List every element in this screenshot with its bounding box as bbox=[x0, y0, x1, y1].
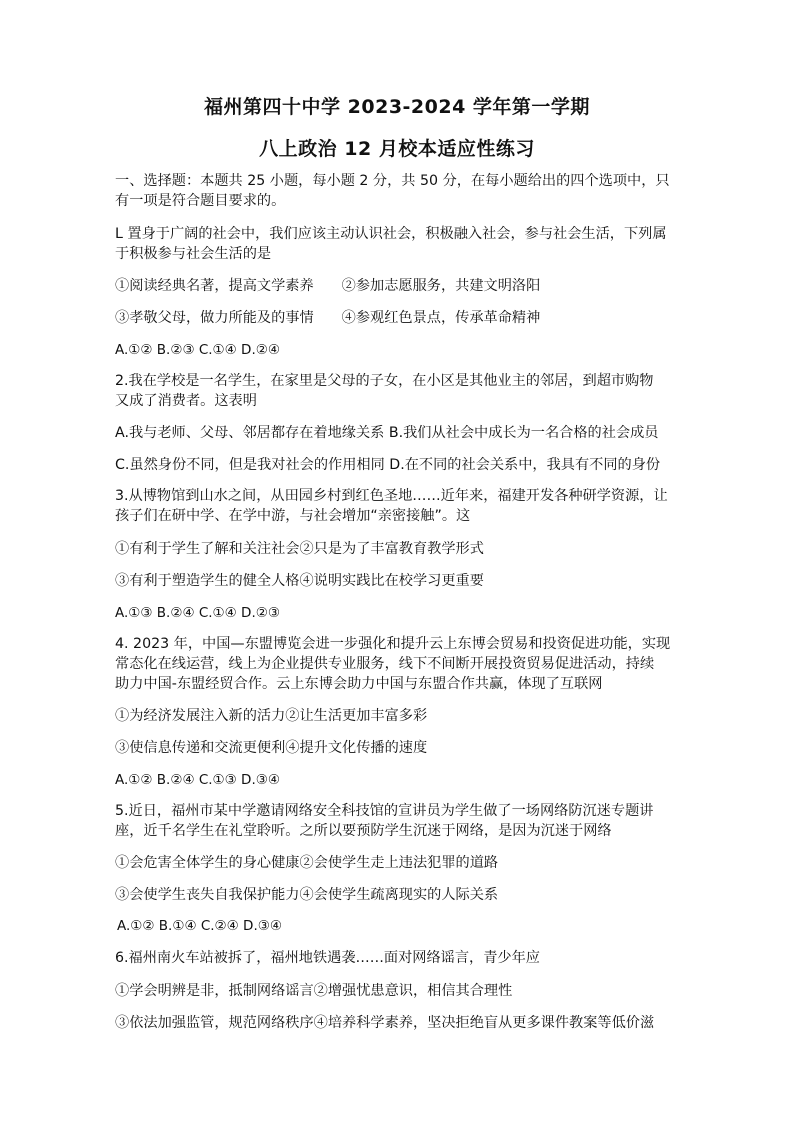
q4-answer-options: A.①② B.②④ C.①③ D.③④ bbox=[115, 772, 280, 788]
q1-answer-options: A.①② B.②③ C.①④ D.②④ bbox=[115, 342, 280, 358]
q4-items-row-2: ③使信息传递和交流更便利④提升文化传播的速度 bbox=[115, 740, 428, 756]
document-subtitle: 八上政治 12 月校本适应性练习 bbox=[259, 138, 535, 160]
q2-stem-line-2: 又成了消费者。这表明 bbox=[115, 393, 257, 409]
q1-item-1: ①阅读经典名著，提高文学素养 bbox=[115, 278, 314, 294]
q1-stem-line-1: L 置身于广阔的社会中，我们应该主动认识社会，积极融入社会，参与社会生活，下列属 bbox=[115, 226, 667, 242]
q1-items-row-2 bbox=[115, 308, 540, 328]
q2-stem-line-1: 2.我在学校是一名学生，在家里是父母的子女，在小区是其他业主的邻居，到超市购物 bbox=[115, 373, 654, 389]
q3-items-row-2: ③有利于塑造学生的健全人格④说明实践比在校学习更重要 bbox=[115, 573, 484, 589]
q1-item-3: ③孝敬父母，做力所能及的事情 bbox=[115, 310, 314, 326]
q4-stem-line-1: 4. 2023 年，中国—东盟博览会进一步强化和提升云上东博会贸易和投资促进功能，实现 bbox=[115, 636, 671, 652]
q5-stem-line-1: 5.近日，福州市某中学邀请网络安全科技馆的宣讲员为学生做了一场网络防沉迷专题讲 bbox=[115, 803, 654, 819]
q4-stem-line-2: 常态化在线运营，线上为企业提供专业服务，线下不间断开展投资贸易促进活动，持续 bbox=[115, 656, 655, 672]
document-title: 福州第四十中学 2023-2024 学年第一学期 bbox=[204, 96, 590, 118]
q3-stem-line-2: 孩子们在研中学、在学中游，与社会增加“亲密接触”。这 bbox=[115, 508, 471, 524]
q5-stem-line-2: 座，近千名学生在礼堂聆听。之所以要预防学生沉迷于网络，是因为沉迷于网络 bbox=[115, 823, 612, 839]
q1-item-4: ④参观红色景点，传承革命精神 bbox=[341, 310, 541, 326]
q3-answer-options: A.①③ B.②④ C.①④ D.②③ bbox=[115, 605, 280, 621]
q2-options-cd: C.虽然身份不同，但是我对社会的作用相同 D.在不同的社会关系中，我具有不同的身份 bbox=[115, 457, 661, 473]
q5-items-row-1: ①会危害全体学生的身心健康②会使学生走上违法犯罪的道路 bbox=[115, 855, 499, 871]
q2-options-ab: A.我与老师、父母、邻居都存在着地缘关系 B.我们从社会中成长为一名合格的社会成员 bbox=[115, 425, 659, 441]
q4-stem-line-3: 助力中国-东盟经贸合作。云上东博会助力中国与东盟合作共赢，体现了互联网 bbox=[115, 676, 603, 692]
q6-items-row-2: ③依法加强监管，规范网络秩序④培养科学素养，坚决拒绝盲从更多课件教案等低价滋 bbox=[115, 1015, 655, 1031]
section-instructions-line-1: 一、选择题：本题共 25 小题，每小题 2 分，共 50 分，在每小题给出的四个选项中，只 bbox=[115, 173, 670, 189]
q3-items-row-1: ①有利于学生了解和关注社会②只是为了丰富教育教学形式 bbox=[115, 541, 484, 557]
q4-items-row-1: ①为经济发展注入新的活力②让生活更加丰富多彩 bbox=[115, 708, 428, 724]
q5-answer-options: A.①② B.①④ C.②④ D.③④ bbox=[117, 918, 282, 934]
section-instructions-line-2: 有一项是符合题目要求的。 bbox=[115, 193, 286, 209]
q1-stem-line-2: 于积极参与社会生活的是 bbox=[115, 246, 272, 262]
q5-items-row-2: ③会使学生丧失自我保护能力④会使学生疏离现实的人际关系 bbox=[115, 887, 499, 903]
q3-stem-line-1: 3.从博物馆到山水之间，从田园乡村到红色圣地……近年来，福建开发各种研学资源，让 bbox=[115, 488, 668, 504]
q6-items-row-1: ①学会明辨是非，抵制网络谣言②增强忧患意识，相信其合理性 bbox=[115, 983, 513, 999]
q6-stem-line-1: 6.福州南火车站被拆了，福州地铁遇袭……面对网络谣言，青少年应 bbox=[115, 950, 540, 966]
q1-item-2: ②参加志愿服务，共建文明洛阳 bbox=[341, 278, 541, 294]
q1-items-row-1 bbox=[115, 276, 540, 296]
